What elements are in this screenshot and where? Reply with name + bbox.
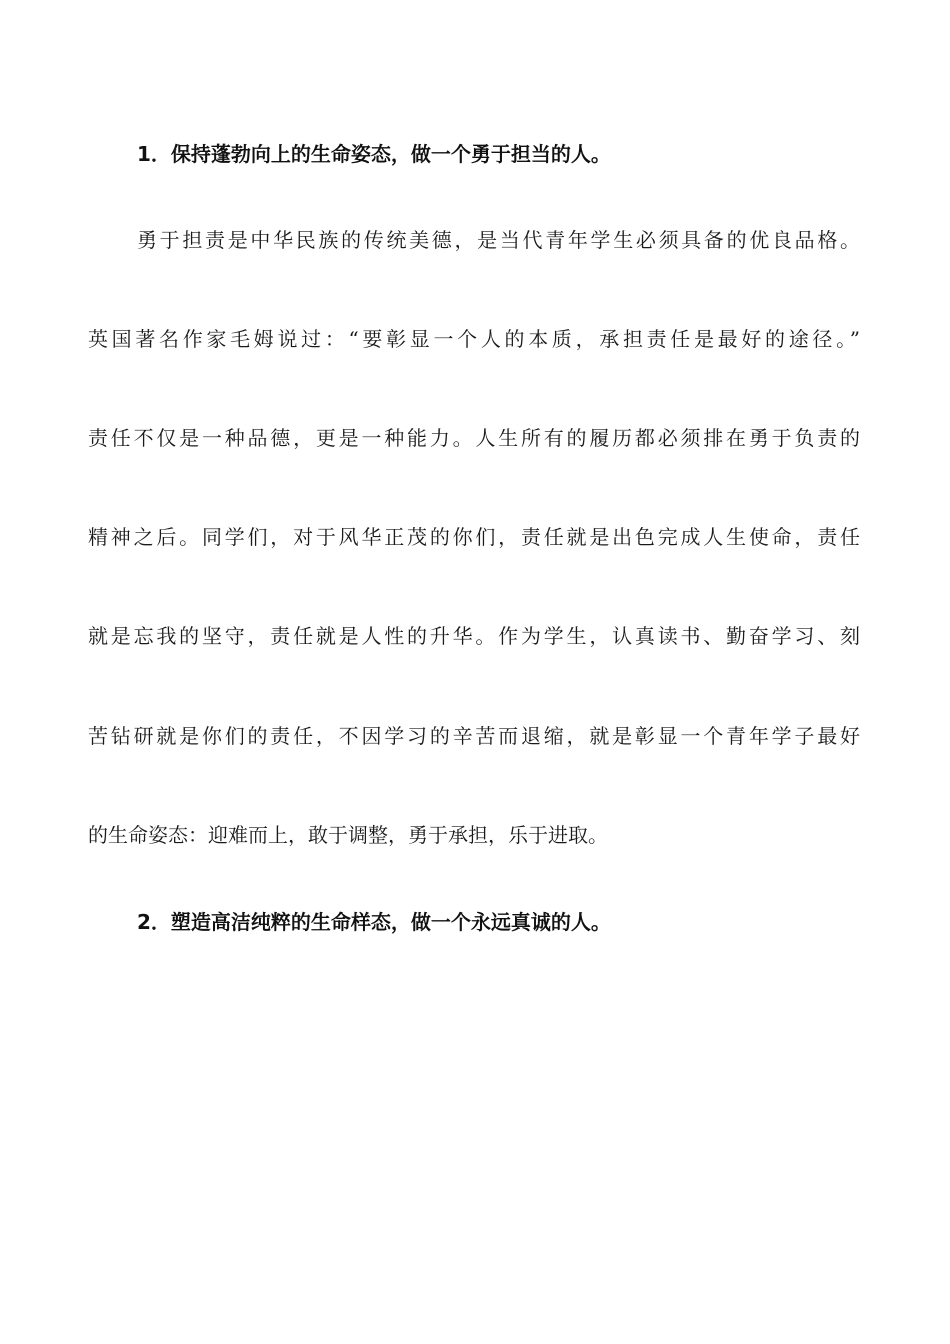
paragraph-line-4: 精神之后。同学们，对于风华正茂的你们，责任就是出色完成人生使命，责任 — [88, 525, 860, 549]
section-heading-2: 2．塑造高洁纯粹的生命样态，做一个永远真诚的人。 — [137, 910, 611, 934]
paragraph-line-1: 勇于担责是中华民族的传统美德，是当代青年学生必须具备的优良品格。 — [137, 228, 860, 252]
paragraph-line-6: 苦钻研就是你们的责任，不因学习的辛苦而退缩，就是彰显一个青年学子最好 — [88, 724, 860, 748]
paragraph-line-2: 英国著名作家毛姆说过：“要彰显一个人的本质，承担责任是最好的途径。” — [88, 327, 860, 351]
paragraph-line-3: 责任不仅是一种品德，更是一种能力。人生所有的履历都必须排在勇于负责的 — [88, 426, 860, 450]
paragraph-line-7: 的生命姿态：迎难而上，敢于调整，勇于承担，乐于进取。 — [88, 823, 608, 847]
section-heading-1: 1．保持蓬勃向上的生命姿态，做一个勇于担当的人。 — [137, 142, 611, 166]
paragraph-line-5: 就是忘我的坚守，责任就是人性的升华。作为学生，认真读书、勤奋学习、刻 — [88, 624, 860, 648]
